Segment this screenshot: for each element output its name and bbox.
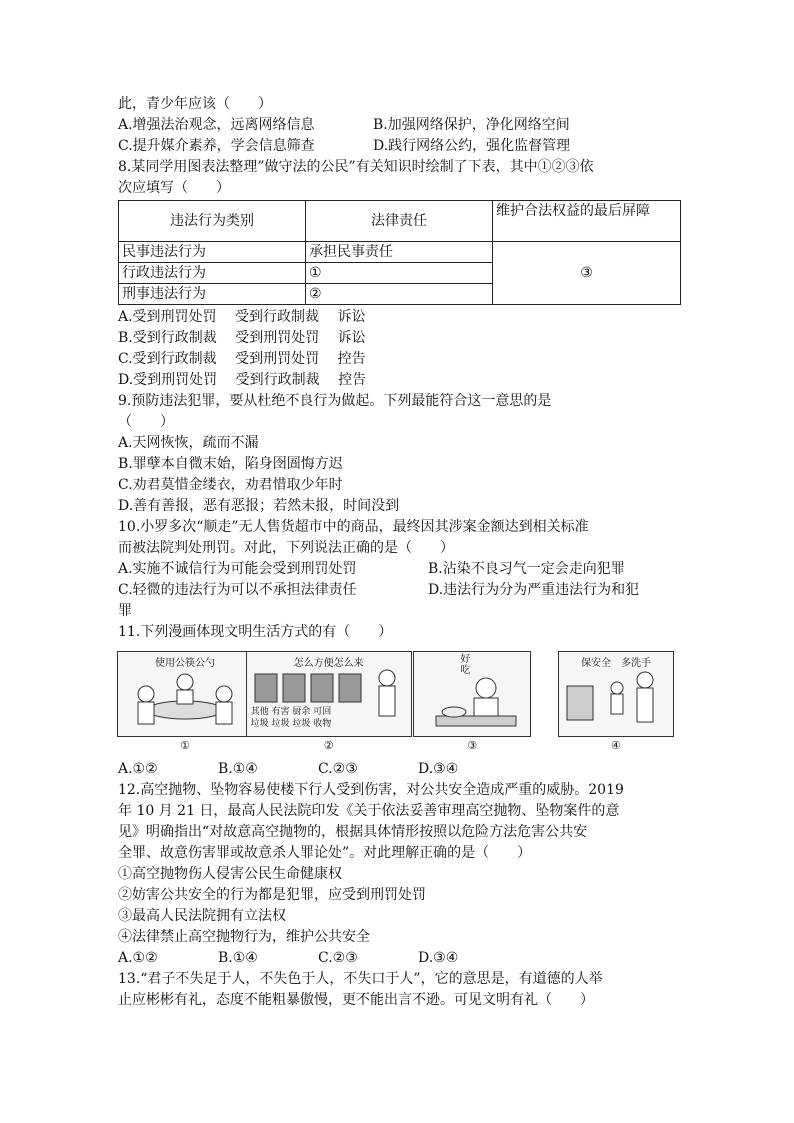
q12-stem-line3: 见》明确指出“对故意高空抛物的，根据具体情形按照以危险方法危害公共安	[118, 824, 588, 840]
q12-option-b: B.①④	[218, 950, 258, 966]
q8-option-b: B.受到行政制裁 受到刑罚处罚 诉讼	[118, 330, 366, 346]
q12-statement-1: ①高空抛物伤人侵害公民生命健康权	[118, 866, 342, 882]
q10-options-row1	[118, 559, 683, 580]
q9-stem-line1: 9.预防违法犯罪，要从杜绝不良行为做起。下列最能符合这一意思的是	[118, 393, 552, 409]
q12-stem-line1: 12.高空抛物、坠物容易使楼下行人受到伤害，对公共安全造成严重的威胁。2019	[118, 782, 624, 798]
cartoon-panel-eating	[413, 651, 531, 737]
q7-option-a: A.增强法治观念，远离网络信息	[118, 117, 315, 133]
table-header-cell: 违法行为类别	[119, 201, 306, 242]
q7-stem-tail: 此，青少年应该（ ）	[118, 96, 272, 112]
q12-option-c: C.②③	[318, 950, 358, 966]
bin-labels: 其他 有害 厨余 可回 垃圾 垃圾 垃圾 收物	[250, 707, 332, 729]
cartoon-caption: 保安全 多洗手	[580, 658, 651, 669]
q10-option-d: D.违法行为分为严重违法行为和犯	[428, 582, 640, 598]
q11-option-c: C.②③	[318, 761, 358, 777]
table-cell: ①	[306, 263, 493, 284]
q12-option-a: A.①②	[118, 950, 158, 966]
cartoon-panel-handwashing	[558, 651, 674, 737]
q11-option-d: D.③④	[418, 761, 459, 777]
q7-option-c: C.提升媒介素养，学会信息筛查	[118, 138, 315, 154]
cartoon-panel-garbage-sorting	[246, 651, 412, 737]
table-cell: 民事违法行为	[119, 242, 306, 263]
q11-option-a: A.①②	[118, 761, 158, 777]
cartoon-2	[250, 651, 396, 753]
q12-stem-line2: 年 10 月 21 日，最高人民法院印发《关于依法妥善审理高空抛物、坠物案件的意	[118, 803, 620, 819]
q9-option-a: A.天网恢恢，疏而不漏	[118, 435, 259, 451]
exam-page	[118, 94, 683, 1011]
q10-stem-line2: 而被法院判处刑罚。对此，下列说法正确的是（ ）	[118, 540, 454, 556]
cartoon-number: ②	[323, 739, 334, 752]
q9-stem-line2: （ ）	[118, 414, 174, 430]
cartoon-3	[405, 651, 539, 753]
cartoon-4	[549, 651, 683, 753]
q10-option-b: B.沾染不良习气一定会走向犯罪	[428, 561, 625, 577]
cartoon-caption: 怎么方便怎么来	[293, 658, 364, 669]
law-responsibility-table	[118, 200, 681, 305]
q8-stem-line1: 8.某同学用图表法整理”做守法的公民”有关知识时绘制了下表，其中①②③依	[118, 159, 594, 175]
q7-option-d: D.践行网络公约，强化监督管理	[373, 138, 571, 154]
q10-stem-line1: 10.小罗多次“顺走”无人售货超市中的商品，最终因其涉案金额达到相关标准	[118, 519, 589, 535]
q10-option-d-tail: 罪	[118, 603, 132, 619]
cartoon-number: ③	[467, 739, 478, 752]
cartoon-caption: 好 吃	[460, 654, 471, 676]
q12-statement-3: ③最高人民法院拥有立法权	[118, 908, 286, 924]
table-cell: 承担民事责任	[306, 242, 493, 263]
cartoon-number: ④	[611, 739, 621, 752]
q11-option-b: B.①④	[218, 761, 258, 777]
q8-option-c: C.受到行政制裁 受到刑罚处罚 控告	[118, 351, 366, 367]
q12-statement-2: ②妨害公共安全的行为都是犯罪，应受到刑罚处罚	[118, 887, 426, 903]
cartoon-1	[118, 651, 252, 753]
q10-option-c: C.轻微的违法行为可以不承担法律责任	[118, 582, 357, 598]
q12-stem-line4: 全罪、故意伤害罪或故意杀人罪论处”。对此理解正确的是（ ）	[118, 845, 532, 861]
table-row	[119, 242, 681, 263]
cartoon-strip	[118, 651, 683, 753]
cartoon-caption: 使用公筷公勺	[155, 658, 215, 669]
q12-option-d: D.③④	[418, 950, 459, 966]
q8-option-a: A.受到刑罚处罚 受到行政制裁 诉讼	[118, 309, 366, 325]
cartoon-number: ①	[180, 739, 190, 752]
table-header-row	[119, 201, 681, 242]
cartoon-panel-shared-chopsticks	[117, 651, 253, 737]
q11-options	[118, 759, 683, 780]
table-cell: 刑事违法行为	[119, 284, 306, 305]
q7-option-b: B.加强网络保护，净化网络空间	[373, 117, 570, 133]
table-cell: 行政违法行为	[119, 263, 306, 284]
q8-stem-line2: 次应填写（ ）	[118, 180, 230, 196]
q8-option-d: D.受到刑罚处罚 受到行政制裁 控告	[118, 372, 367, 388]
table-cell: ②	[306, 284, 493, 305]
q9-option-b: B.罪孽本自微末始，陷身囹圄悔方迟	[118, 456, 343, 472]
table-header-cell: 维护合法权益的最后屏障	[493, 201, 681, 242]
q9-option-d: D.善有善报，恶有恶报；若然未报，时间没到	[118, 498, 400, 514]
q13-stem-line2: 止应彬彬有礼，态度不能粗暴傲慢，更不能出言不逊。可见文明有礼（ ）	[118, 992, 594, 1008]
table-header-cell: 法律责任	[306, 201, 493, 242]
q12-statement-4: ④法律禁止高空抛物行为，维护公共安全	[118, 929, 370, 945]
q7-options-row1	[118, 115, 683, 136]
q12-options	[118, 948, 683, 969]
q9-option-c: C.劝君莫惜金缕衣，劝君惜取少年时	[118, 477, 343, 493]
table-merged-cell: ③	[493, 242, 681, 305]
q11-stem: 11.下列漫画体现文明生活方式的有（ ）	[118, 624, 393, 640]
q7-options-row2	[118, 136, 683, 157]
q10-options-row2	[118, 580, 683, 601]
q13-stem-line1: 13.“君子不失足于人，不失色于人，不失口于人”，它的意思是，有道德的人举	[118, 971, 603, 987]
q10-option-a: A.实施不诚信行为可能会受到刑罚处罚	[118, 561, 357, 577]
